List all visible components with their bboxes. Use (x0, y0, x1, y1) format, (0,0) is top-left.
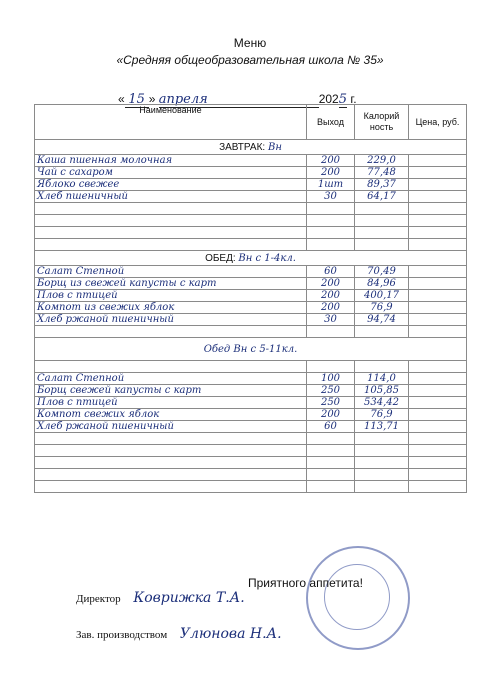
dish-output: 200 (307, 278, 355, 290)
date-year-prefix: 202 (318, 92, 339, 106)
dish-price (409, 179, 467, 191)
production-signature-line (76, 626, 282, 642)
dish-name: Салат Степной (35, 373, 307, 385)
dish-name: Плов с птицей (35, 290, 307, 302)
table-row (35, 385, 467, 397)
date-line: « 15 » апреля 2025 г. (118, 92, 357, 107)
dish-output: 1шт (307, 179, 355, 191)
dish-calories: 84,96 (355, 278, 409, 290)
dish-name: Борщ свежей капусты с карт (35, 385, 307, 397)
col-output-header: Выход (307, 105, 355, 140)
empty-row (35, 469, 467, 481)
table-row (35, 302, 467, 314)
dish-name: Плов с птицей (35, 397, 307, 409)
dish-output: 200 (307, 167, 355, 179)
school-stamp-seal (306, 546, 410, 650)
dish-name: Хлеб пшеничный (35, 191, 307, 203)
page-title: Меню (233, 36, 267, 50)
dish-calories: 76,9 (355, 302, 409, 314)
dish-output: 250 (307, 385, 355, 397)
dish-name: Яблоко свежее (35, 179, 307, 191)
bon-appetit-text: Приятного аппетита! (248, 576, 363, 590)
dish-price (409, 421, 467, 433)
production-label: Зав. производством (76, 629, 168, 641)
empty-row (35, 481, 467, 493)
dish-name: Хлеб ржаной пшеничный (35, 421, 307, 433)
dish-calories: 64,17 (355, 191, 409, 203)
dish-name: Чай с сахаром (35, 167, 307, 179)
table-row (35, 266, 467, 278)
dish-calories: 105,85 (355, 385, 409, 397)
empty-row (35, 215, 467, 227)
empty-row (35, 433, 467, 445)
dish-name: Каша пшенная молочная (35, 155, 307, 167)
dish-output: 200 (307, 302, 355, 314)
dish-output: 30 (307, 191, 355, 203)
dish-price (409, 290, 467, 302)
table-row (35, 179, 467, 191)
date-year-suffix: 5 (338, 92, 348, 107)
dish-calories: 94,74 (355, 314, 409, 326)
dish-output: 250 (307, 397, 355, 409)
table-row (35, 314, 467, 326)
lunch2-label: Обед Вн с 5-11кл. (203, 343, 298, 355)
dish-price (409, 314, 467, 326)
table-row (35, 167, 467, 179)
year-suffix-label: г. (350, 92, 357, 106)
dish-output: 200 (307, 290, 355, 302)
table-row (35, 155, 467, 167)
director-signature-line (76, 590, 245, 606)
director-signature: Коврижка Т.А. (133, 590, 245, 606)
dish-price (409, 278, 467, 290)
table-row (35, 397, 467, 409)
col-price-header: Цена, руб. (409, 105, 467, 140)
dish-name: Хлеб ржаной пшеничный (35, 314, 307, 326)
table-header-row (35, 105, 467, 140)
table-row (35, 421, 467, 433)
dish-price (409, 409, 467, 421)
dish-name: Компот из свежих яблок (35, 302, 307, 314)
empty-row (35, 326, 467, 338)
dish-price (409, 373, 467, 385)
breakfast-note: Вн (267, 141, 282, 153)
dish-calories: 229,0 (355, 155, 409, 167)
dish-calories: 113,71 (355, 421, 409, 433)
empty-row (35, 445, 467, 457)
table-row (35, 409, 467, 421)
dish-calories: 400,17 (355, 290, 409, 302)
empty-row (35, 457, 467, 469)
col-name-header: Наименование (35, 105, 307, 140)
date-day: 15 (128, 92, 145, 107)
dish-name: Компот свежих яблок (35, 409, 307, 421)
table-row (35, 373, 467, 385)
production-signature: Улюнова Н.А. (179, 626, 282, 642)
dish-name: Салат Степной (35, 266, 307, 278)
dish-price (409, 167, 467, 179)
dish-price (409, 191, 467, 203)
dish-price (409, 155, 467, 167)
empty-row (35, 239, 467, 251)
dish-output: 30 (307, 314, 355, 326)
dish-output: 100 (307, 373, 355, 385)
table-row (35, 290, 467, 302)
dish-price (409, 266, 467, 278)
empty-row (35, 361, 467, 373)
dish-calories: 534,42 (355, 397, 409, 409)
dish-calories: 114,0 (355, 373, 409, 385)
dish-price (409, 302, 467, 314)
dish-name: Борщ из свежей капусты с карт (35, 278, 307, 290)
lunch-note: Вн с 1-4кл. (238, 252, 296, 264)
dish-calories: 89,37 (355, 179, 409, 191)
empty-row (35, 227, 467, 239)
table-row (35, 191, 467, 203)
dish-output: 60 (307, 421, 355, 433)
lunch-section-row (35, 251, 467, 266)
dish-price (409, 385, 467, 397)
table-row (35, 278, 467, 290)
breakfast-section-row (35, 140, 467, 155)
dish-calories: 76,9 (355, 409, 409, 421)
lunch-label: ОБЕД: (205, 252, 236, 264)
breakfast-label: ЗАВТРАК: (219, 141, 266, 153)
dish-calories: 70,49 (355, 266, 409, 278)
dish-calories: 77,48 (355, 167, 409, 179)
empty-row (35, 203, 467, 215)
dish-output: 200 (307, 155, 355, 167)
menu-table (34, 104, 467, 493)
lunch2-section-row (35, 338, 467, 361)
dish-price (409, 397, 467, 409)
date-month: апреля (158, 92, 208, 107)
dish-output: 200 (307, 409, 355, 421)
school-name: «Средняя общеобразовательная школа № 35» (116, 53, 384, 67)
director-label: Директор (76, 593, 121, 605)
dish-output: 60 (307, 266, 355, 278)
col-cal-header: Калорий ность (355, 105, 409, 140)
